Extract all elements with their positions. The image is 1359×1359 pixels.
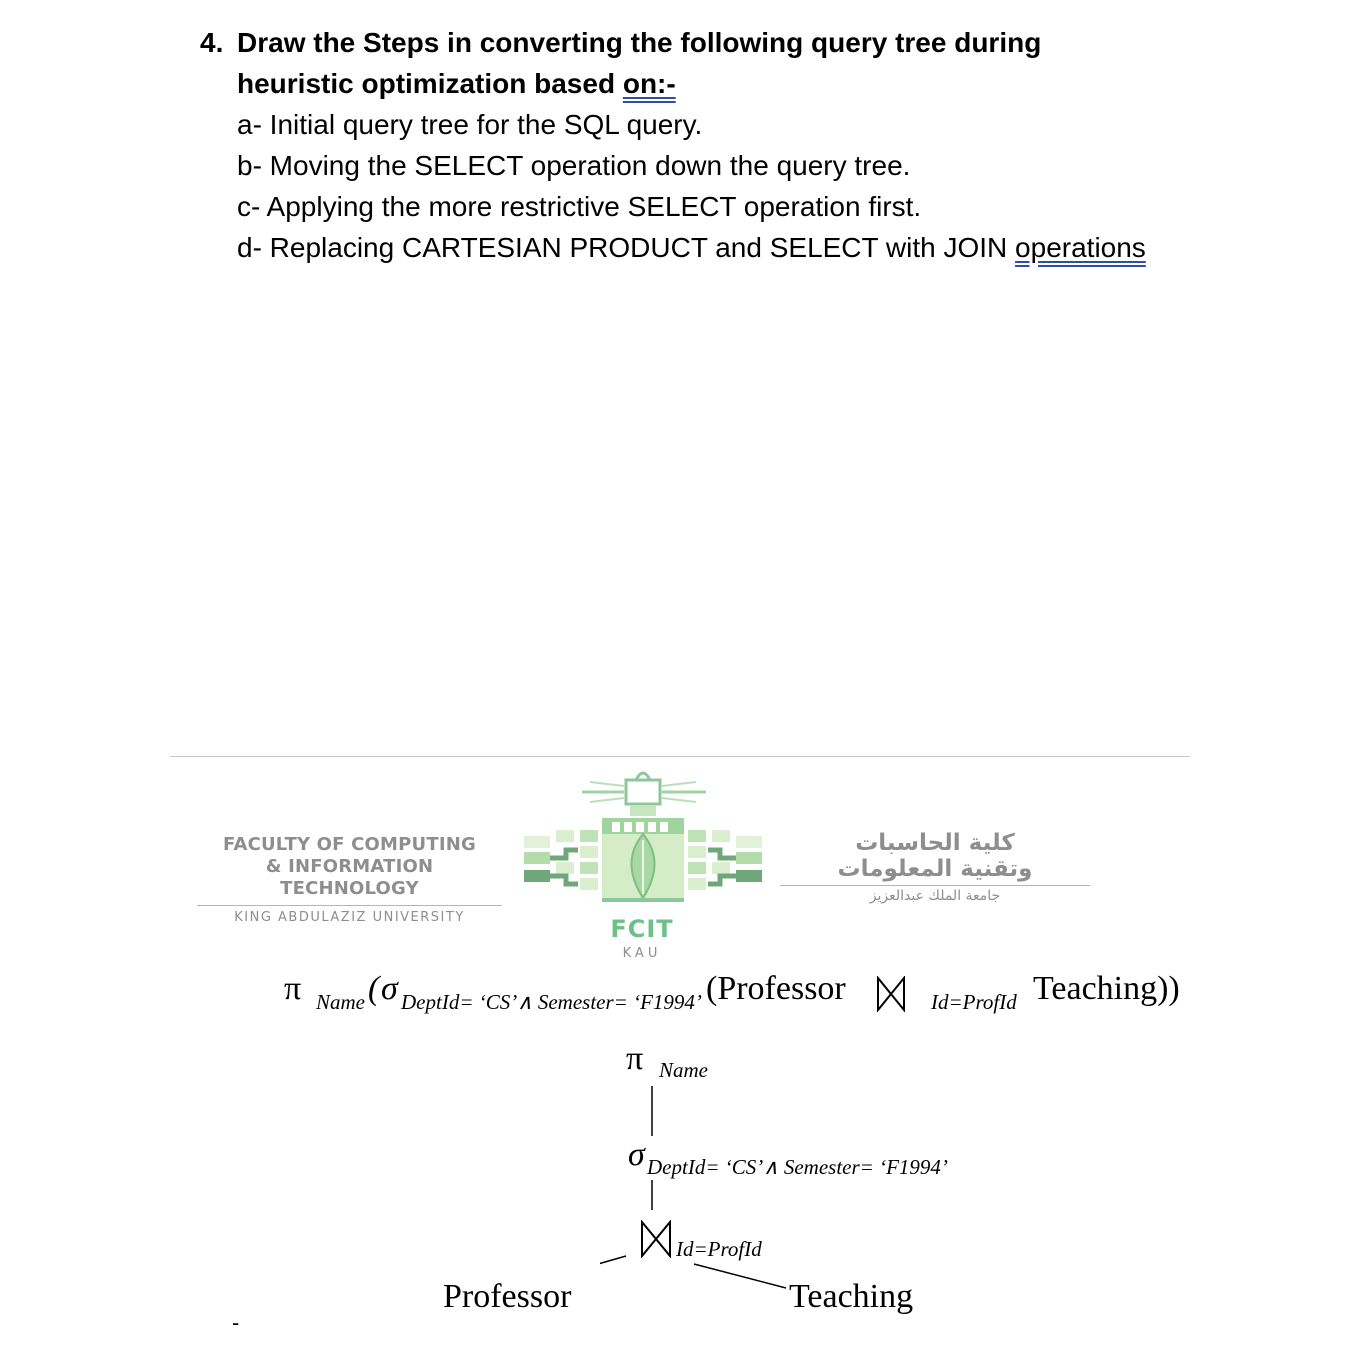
formula-pi: π: [284, 970, 302, 1007]
question-block: [200, 22, 1200, 268]
question-title-line1: 4. Draw the Steps in converting the following query tree during: [200, 22, 1200, 63]
tree-leaf-professor: Professor: [443, 1278, 572, 1315]
tree-sigma-symbol: σ: [628, 1136, 645, 1173]
formula-relation-teaching: Teaching)): [1033, 970, 1180, 1007]
header-divider: [170, 756, 1190, 757]
formula-join-icon: [876, 976, 906, 1012]
tree-join-label: Id=ProfId: [676, 1237, 762, 1261]
logo-arabic-text: كلية الحاسبات وتقنية المعلومات جامعة الملك عبدالعزيز: [780, 830, 1090, 904]
formula-open-paren: (: [368, 970, 380, 1007]
tree-leaf-teaching: Teaching: [789, 1278, 914, 1315]
formula-sigma: σ: [381, 970, 398, 1007]
formula-join-subscript: Id=ProfId: [931, 990, 1017, 1014]
tree-pi-label: Name: [659, 1058, 708, 1082]
fcit-emblem-icon: [520, 766, 765, 916]
logo-sub-acronym: KAU: [622, 946, 662, 961]
underlined-operations: operations: [1015, 232, 1146, 263]
question-number: 4.: [200, 27, 224, 58]
logo-acronym: FCIT: [610, 915, 674, 943]
item-b: b- Moving the SELECT operation down the query tree.: [237, 150, 911, 181]
item-c: c- Applying the more restrictive SELECT operation first.: [237, 191, 922, 222]
formula-relation-professor: (Professor: [706, 970, 846, 1007]
logo-english-text: FACULTY OF COMPUTING & INFORMATION TECHNOLOGY KING ABDULAZIZ UNIVERSITY: [197, 834, 502, 925]
item-a: a- Initial query tree for the SQL query.: [237, 109, 703, 140]
tree-pi-symbol: π: [626, 1040, 644, 1077]
formula-pi-subscript: Name: [316, 990, 365, 1014]
tree-sigma-label: DeptId= ‘CS’∧ Semester= ‘F1994’: [647, 1155, 948, 1179]
underlined-on: on:-: [622, 68, 676, 99]
tree-join-icon: [640, 1220, 672, 1258]
question-title-line2: heuristic optimization based on:-: [237, 68, 676, 99]
item-d: d- Replacing CARTESIAN PRODUCT and SELECT with JOIN operations: [237, 232, 1146, 263]
footer-mark: -: [232, 1310, 240, 1335]
formula-sigma-subscript: DeptId= ‘CS’∧ Semester= ‘F1994’: [401, 990, 702, 1014]
